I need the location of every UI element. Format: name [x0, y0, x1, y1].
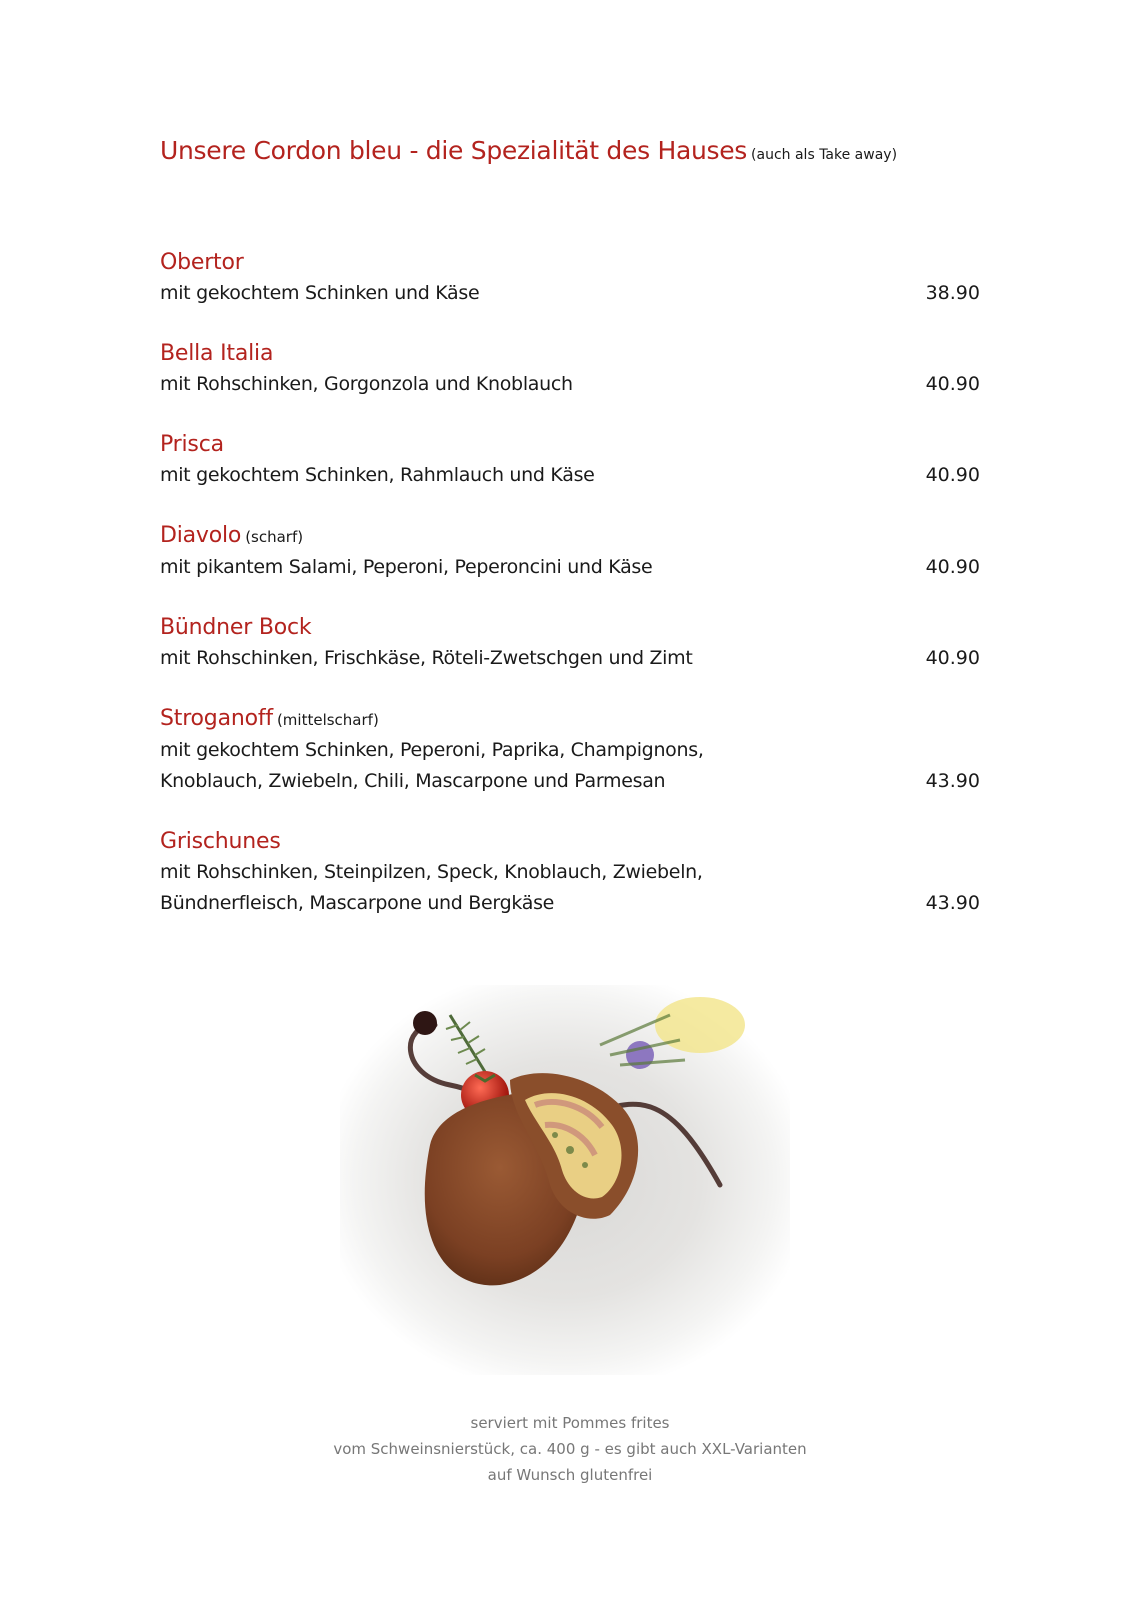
footer-notes	[0, 1410, 1140, 1488]
description-line: mit Rohschinken, Steinpilzen, Speck, Knoblauch, Zwiebeln,	[160, 861, 703, 883]
menu-item-price: 40.90	[925, 647, 980, 669]
menu-item-title: Diavolo	[160, 523, 242, 548]
menu-item	[160, 339, 980, 400]
menu-item-title: Grischunes	[160, 829, 281, 854]
menu-item-description	[160, 278, 479, 309]
menu-item-name	[160, 704, 980, 735]
menu-item	[160, 827, 980, 919]
menu-item-title: Stroganoff	[160, 706, 273, 731]
title-note: (auch als Take away)	[751, 147, 898, 163]
menu-item-description	[160, 369, 573, 400]
description-line: Knoblauch, Zwiebeln, Chili, Mascarpone und Parmesan	[160, 770, 666, 792]
menu-item-description	[160, 552, 652, 583]
description-line: mit gekochtem Schinken und Käse	[160, 282, 480, 304]
description-line: mit Rohschinken, Gorgonzola und Knoblauch	[160, 373, 573, 395]
menu-item-price: 40.90	[925, 464, 980, 486]
menu-item-name	[160, 827, 980, 857]
menu-item-title: Obertor	[160, 250, 244, 275]
menu-item-price: 43.90	[925, 770, 980, 792]
description-line: Bündnerfleisch, Mascarpone und Bergkäse	[160, 892, 555, 914]
menu-item-description	[160, 643, 693, 674]
menu-item-qualifier: (scharf)	[245, 528, 304, 546]
menu-item-name	[160, 339, 980, 369]
menu-list	[160, 248, 980, 949]
menu-item	[160, 704, 980, 797]
menu-item	[160, 613, 980, 674]
menu-item-price: 38.90	[925, 282, 980, 304]
menu-item-description	[160, 460, 595, 491]
description-line: mit pikantem Salami, Peperoni, Peperoncini und Käse	[160, 556, 653, 578]
menu-item-title: Bündner Bock	[160, 615, 312, 640]
menu-item-title: Bella Italia	[160, 341, 274, 366]
menu-item-description	[160, 735, 704, 797]
menu-item	[160, 430, 980, 491]
page-title	[160, 136, 897, 165]
footer-line-served: serviert mit Pommes frites	[470, 1414, 670, 1432]
description-line: mit gekochtem Schinken, Rahmlauch und Käse	[160, 464, 595, 486]
menu-item-description	[160, 857, 703, 919]
menu-item-title: Prisca	[160, 432, 224, 457]
footer-line-glutenfree: auf Wunsch glutenfrei	[487, 1466, 653, 1484]
menu-item-name	[160, 430, 980, 460]
menu-item-qualifier: (mittelscharf)	[276, 711, 379, 729]
menu-item-name	[160, 613, 980, 643]
menu-item	[160, 248, 980, 309]
menu-item-price: 40.90	[925, 373, 980, 395]
menu-item-price: 40.90	[925, 556, 980, 578]
description-line: mit Rohschinken, Frischkäse, Röteli-Zwetschgen und Zimt	[160, 647, 693, 669]
menu-item	[160, 521, 980, 583]
menu-item-price: 43.90	[925, 892, 980, 914]
page-title-main: Unsere Cordon bleu - die Spezialität des Hauses	[160, 136, 748, 165]
cordon-bleu-photo	[340, 985, 790, 1375]
menu-item-name	[160, 521, 980, 552]
menu-item-name	[160, 248, 980, 278]
footer-line-cut: vom Schweinsnierstück, ca. 400 g - es gibt auch XXL-Varianten	[333, 1440, 807, 1458]
description-line: mit gekochtem Schinken, Peperoni, Paprika, Champignons,	[160, 739, 704, 761]
